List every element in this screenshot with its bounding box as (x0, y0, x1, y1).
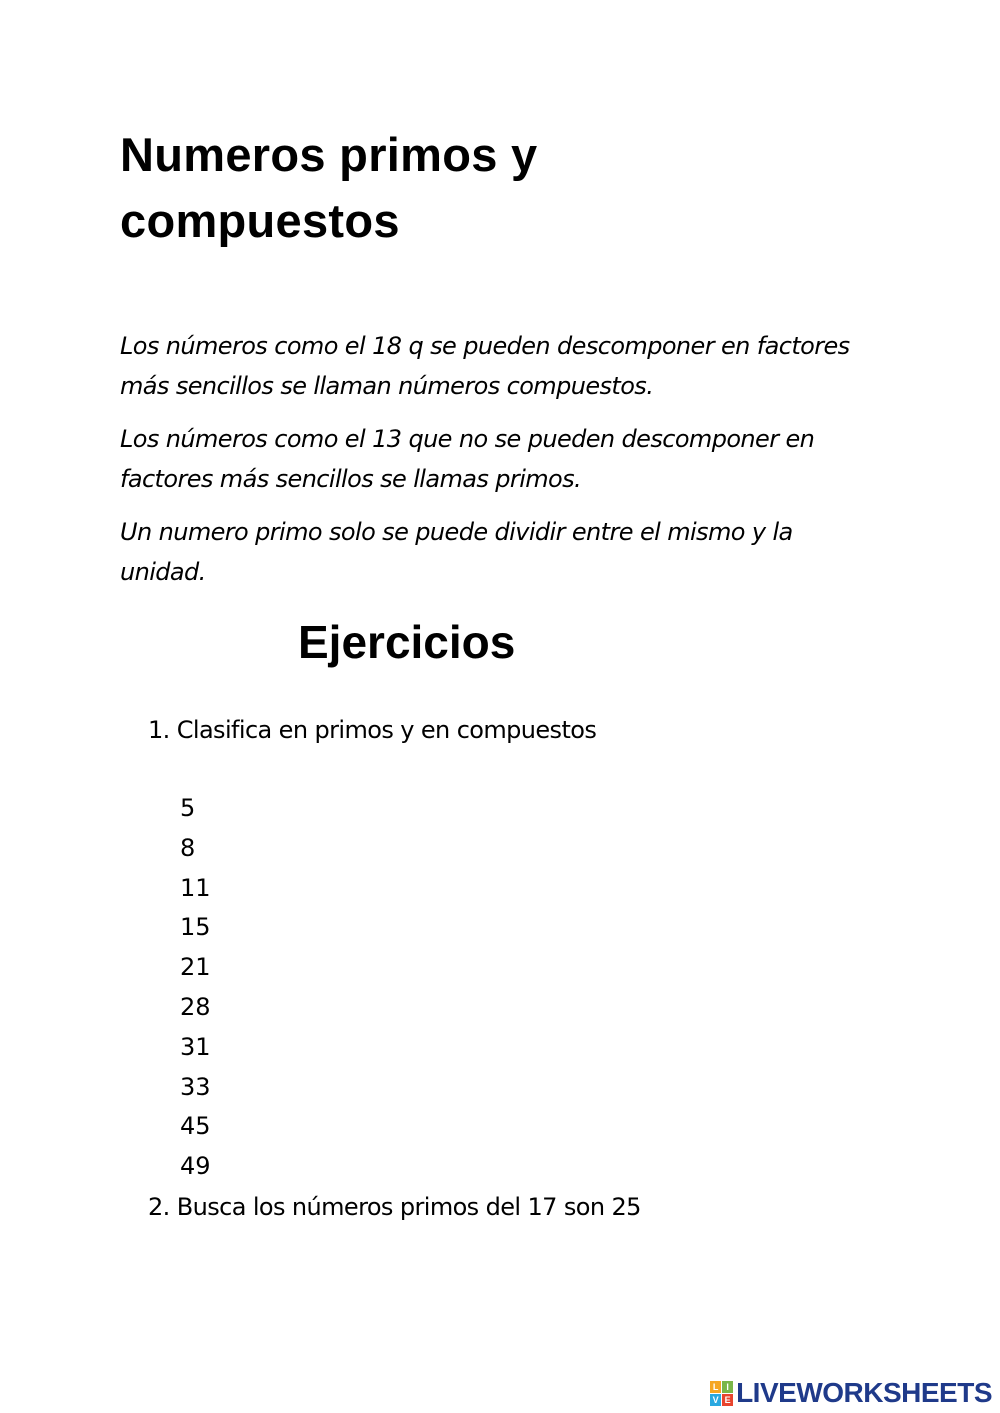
list-item-number: 45 (180, 1112, 211, 1141)
list-item-number: 33 (180, 1072, 211, 1101)
list-item-number: 49 (180, 1152, 211, 1181)
section-title-exercises: Ejercicios (298, 616, 516, 668)
paragraph-prime-rule: Un numero primo solo se puede dividir entre el mismo y la unidad. (120, 518, 793, 586)
list-item-number: 28 (180, 992, 211, 1021)
list-item-number: 15 (180, 913, 211, 942)
exercise-2-instruction: 2. Busca los números primos del 17 son 25 (148, 1193, 641, 1221)
exercise-1-instruction: 1. Clasifica en primos y en compuestos (148, 716, 597, 744)
list-item-number: 8 (180, 833, 196, 862)
liveworksheets-logo-icon (710, 1381, 733, 1406)
page-title: Numeros primos y compuestos (120, 128, 538, 247)
list-item-number: 31 (180, 1032, 211, 1061)
logo-letter-l: L (710, 1381, 721, 1393)
list-item-number: 11 (180, 873, 211, 902)
logo-letter-i: I (722, 1381, 733, 1393)
paragraph-composite-definition: Los números como el 18 q se pueden descomponer en factores más sencillos se llaman números compuestos. (120, 332, 850, 400)
number-list (180, 789, 211, 1187)
logo-letter-v: V (710, 1394, 721, 1406)
logo-letter-e: E (722, 1394, 733, 1406)
brand-name: LIVEWORKSHEETS (736, 1377, 992, 1408)
liveworksheets-brand (710, 1376, 992, 1410)
list-item-number: 21 (180, 953, 211, 982)
paragraph-prime-definition: Los números como el 13 que no se pueden descomponer en factores más sencillos se llamas primos. (120, 425, 815, 493)
list-item-number: 5 (180, 794, 196, 822)
